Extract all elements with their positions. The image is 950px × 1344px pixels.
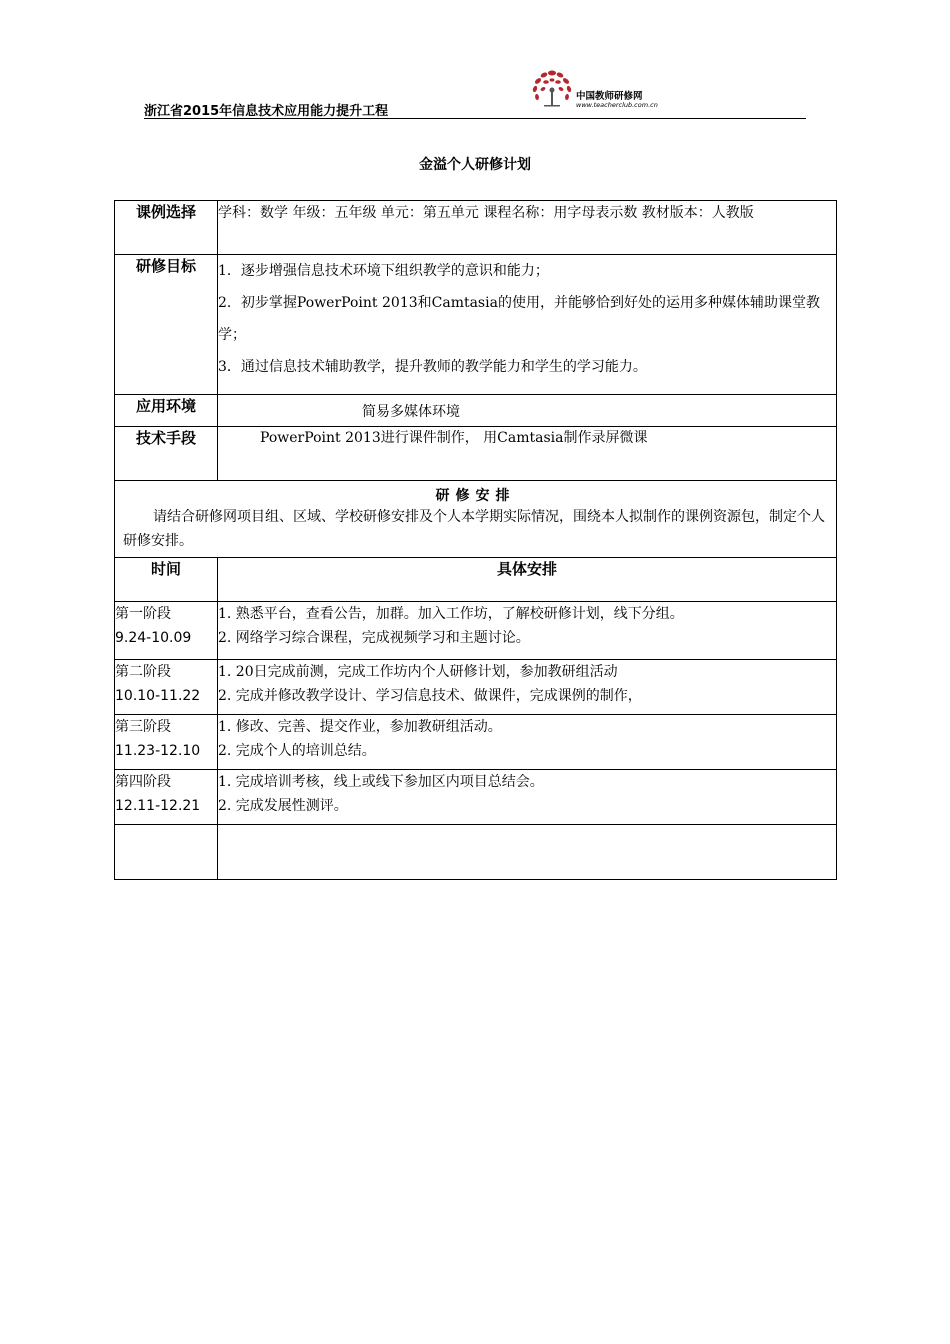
goal-item: 2．初步掌握PowerPoint 2013和Camtasia的使用，并能够恰到好处的运用多种媒体辅助课堂教学；: [218, 295, 820, 343]
header-divider: [144, 118, 806, 119]
schedule-intro-row: [115, 481, 837, 558]
stage-row: [115, 715, 837, 770]
stage-row: [115, 770, 837, 825]
course-value: 学科：数学 年级：五年级 单元：第五单元 课程名称：用字母表示数 教材版本：人教版: [218, 201, 837, 255]
stage-name: 第四阶段: [115, 774, 171, 790]
goal-item: 3．通过信息技术辅助教学，提升教师的教学能力和学生的学习能力。: [218, 359, 647, 375]
stage-tasks: [218, 715, 837, 770]
stage-row: [115, 602, 837, 660]
tech-label: 技术手段: [115, 427, 218, 481]
document-title: 金溢个人研修计划: [419, 157, 531, 173]
col-plan-header: 具体安排: [218, 558, 837, 602]
environment-value: 简易多媒体环境: [218, 395, 837, 427]
goals-row: [115, 255, 837, 395]
task-item: 1. 修改、完善、提交作业，参加教研组活动。: [218, 719, 502, 735]
study-plan-table: [114, 200, 837, 880]
task-item: 2. 网络学习综合课程，完成视频学习和主题讨论。: [218, 630, 530, 646]
schedule-heading: 研修安排: [435, 488, 516, 504]
col-time-header: 时间: [115, 558, 218, 602]
task-item: 2. 完成并修改教学设计、学习信息技术、做课件，完成课例的制作，: [218, 688, 642, 704]
goal-item: 1．逐步增强信息技术环境下组织教学的意识和能力；: [218, 263, 549, 279]
empty-cell: [115, 825, 218, 880]
logo-name: 中国教师研修网: [576, 91, 643, 102]
stage-dates: 10.10-11.22: [115, 688, 201, 704]
stage-tasks: [218, 770, 837, 825]
tech-row: [115, 427, 837, 481]
task-item: 1. 完成培训考核，线上或线下参加区内项目总结会。: [218, 774, 544, 790]
stage-tasks: [218, 602, 837, 660]
stage-row: [115, 660, 837, 715]
task-item: 2. 完成个人的培训总结。: [218, 743, 376, 759]
logo-url: www.teacherclub.com.cn: [576, 101, 658, 109]
stage-name: 第一阶段: [115, 606, 171, 622]
course-label: 课例选择: [115, 201, 218, 255]
schedule-description: 请结合研修网项目组、区域、学校研修安排及个人本学期实际情况，围绕本人拟制作的课例资源包，制定个人研修安排。: [123, 509, 825, 549]
stage-cell: [115, 660, 218, 715]
stage-cell: [115, 715, 218, 770]
goals-label: 研修目标: [115, 255, 218, 395]
environment-label: 应用环境: [115, 395, 218, 427]
schedule-header-row: [115, 558, 837, 602]
goals-value: [218, 255, 837, 395]
course-row: [115, 201, 837, 255]
teacherclub-logo: [530, 68, 670, 112]
task-item: 1. 20日完成前测，完成工作坊内个人研修计划，参加教研组活动: [218, 664, 618, 680]
empty-row: [115, 825, 837, 880]
tech-value: PowerPoint 2013进行课件制作， 用Camtasia制作录屏微课: [218, 427, 837, 481]
stage-dates: 12.11-12.21: [115, 798, 201, 814]
environment-row: [115, 395, 837, 427]
stage-tasks: [218, 660, 837, 715]
stage-dates: 11.23-12.10: [115, 743, 201, 759]
stage-dates: 9.24-10.09: [115, 630, 192, 646]
empty-cell: [218, 825, 837, 880]
task-item: 2. 完成发展性测评。: [218, 798, 348, 814]
logo-tree-icon: [530, 68, 576, 112]
header-text: 浙江省2015年信息技术应用能力提升工程: [144, 104, 389, 119]
stage-name: 第三阶段: [115, 719, 171, 735]
task-item: 1. 熟悉平台，查看公告，加群。加入工作坊，了解校研修计划，线下分组。: [218, 606, 684, 622]
schedule-intro: [115, 481, 837, 558]
stage-name: 第二阶段: [115, 664, 171, 680]
stage-cell: [115, 602, 218, 660]
stage-cell: [115, 770, 218, 825]
